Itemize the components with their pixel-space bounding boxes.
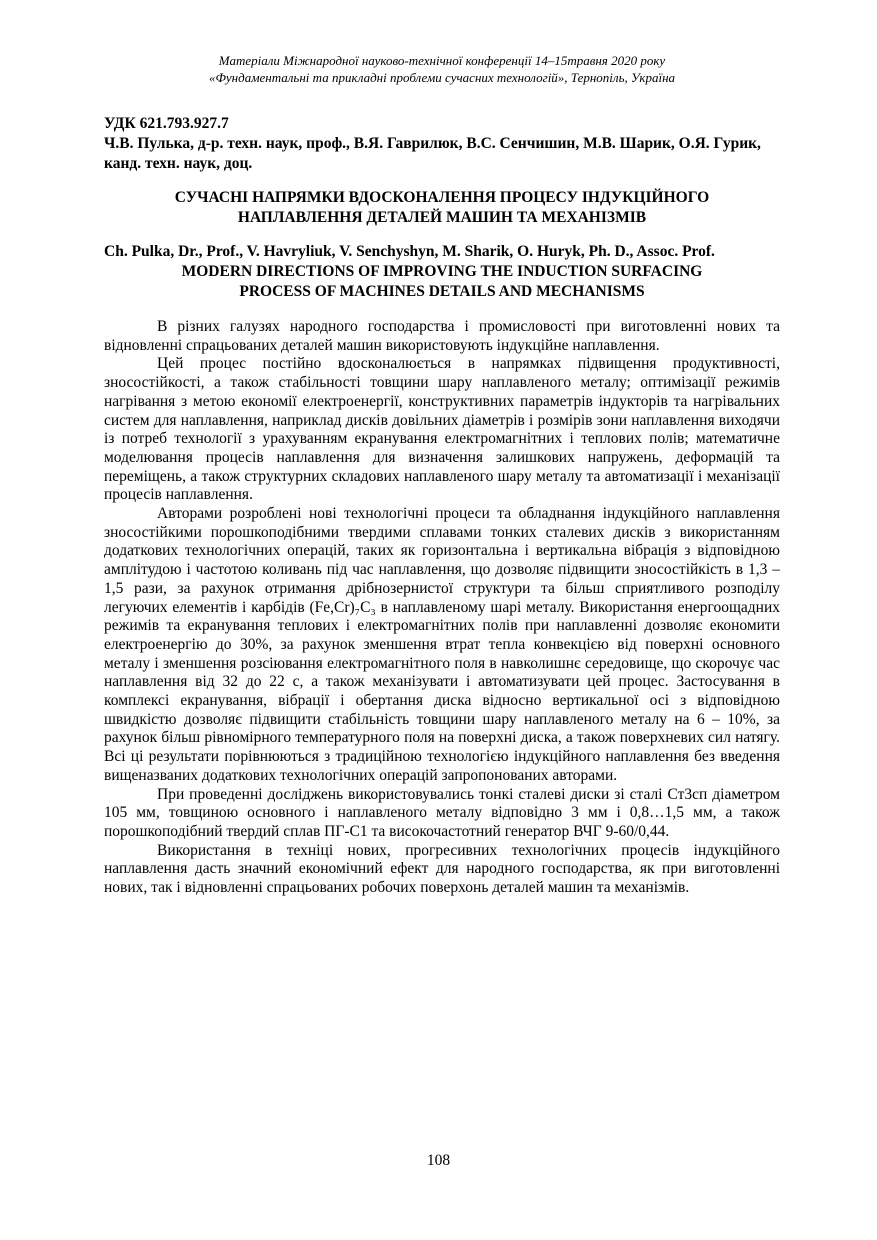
title-ua (104, 188, 780, 228)
authors-en: Ch. Pulka, Dr., Prof., V. Havryliuk, V. Senchyshyn, M. Sharik, O. Huryk, Ph. D., Assoc. Prof. (104, 243, 715, 260)
conference-header-line2: «Фундаментальні та прикладні проблеми сучасних технологій», Тернопіль, Україна (208, 70, 676, 85)
paper-page (104, 52, 780, 898)
udc-code: УДК 621.793.927.7 (104, 115, 229, 132)
conference-header-line1: Матеріали Міжнародної науково-технічної конференції 14–15травня 2020 року (218, 53, 666, 68)
title-en-line2: PROCESS OF MACHINES DETAILS AND MECHANISMS (239, 283, 645, 300)
page-number: 108 (426, 1152, 451, 1169)
paragraph: Використання в техніці нових, прогресивних технологічних процесів індукційного наплавлення дасть значний економічний ефект для народного господарства, як при виготовленні нових, так і відновленні спрацьованих робочих поверхонь деталей машин та механізмів. (104, 841, 780, 897)
title-en-line1: MODERN DIRECTIONS OF IMPROVING THE INDUCTION SURFACING (181, 263, 703, 280)
conference-header (104, 52, 780, 86)
paragraph: Цей процес постійно вдосконалюється в напрямках підвищення продуктивності, зносостійкості, а також стабільності товщини шару наплавленого металу; оптимізації режимів нагрівання з метою економії електроенергії, конструктивних параметрів індукторів та нагрівальних систем для наплавлення, наприклад дисків довільних діаметрів і розмірів зони наплавлення виходячи із потреб технології з урахуванням екранування електромагнітних і теплових полів; математичне моделювання процесів наплавлення для визначення залишкових напружень, деформацій та переміщень, а також структурних складових наплавленого шару металу та автоматизації і механізації процесів наплавлення. (104, 355, 780, 504)
article-body (104, 318, 780, 898)
paragraph: В різних галузях народного господарства і промисловості при виготовленні нових та відновленні спрацьованих деталей машин використовують індукційне наплавлення. (104, 318, 780, 354)
authors-ua: Ч.В. Пулька, д-р. техн. наук, проф., В.Я. Гаврилюк, В.С. Сенчишин, М.В. Шарик, О.Я. Гурик, канд. техн. наук, доц. (104, 135, 761, 172)
paragraph: Авторами розроблені нові технологічні процеси та обладнання індукційного наплавлення зносостійкими порошкоподібними твердими сплавами тонких сталевих дисків з використанням додаткових технологічних операцій, таких як горизонтальна і вертикальна вібрація з відповідною амплітудою і частотою коливань під час наплавлення, що дозволяє підвищити зносостійкість в 1,3 – 1,5 рази, за рахунок отримання дрібнозернистої структури та більш сприятливого розподілу легуючих елементів і карбідів (Fe,Cr)₇C₃ в наплавленому шарі металу. Використання енергоощадних режимів та екранування теплових і електромагнітних полів при наплавленні дозволяє економити електроенергію до 30%, за рахунок зменшення втрат тепла конвекцією від поверхні основного металу і зменшення розсіювання електромагнітного поля в навколишнє середовище, що скорочує час наплавлення від 32 до 22 с, а також механізувати і автоматизувати цей процес. Застосування в комплексі екранування, вібрації і обертання диска відносно вертикальної осі з відповідною швидкістю дозволяє підвищити стабільність товщини шару наплавленого металу на 6 – 10%, за рахунок більш рівномірного температурного поля на поверхні диска, а також поверхневих сил натягу. Всі ці результати порівнюються з традиційною технологією індукційного наплавлення без введення вищеназваних додаткових технологічних операцій запропонованих авторами. (104, 505, 780, 784)
title-en (104, 262, 780, 302)
title-ua-line1: СУЧАСНІ НАПРЯМКИ ВДОСКОНАЛЕННЯ ПРОЦЕСУ ІНДУКЦІЙНОГО (174, 189, 710, 206)
paragraph: При проведенні досліджень використовувались тонкі сталеві диски зі сталі Ст3сп діаметром 105 мм, товщиною основного і наплавленого металу відповідно 3 мм і 0,8…1,5 мм, а також порошкоподібний твердий сплав ПГ-С1 та високочастотний генератор ВЧГ 9-60/0,44. (104, 785, 780, 840)
title-ua-line2: НАПЛАВЛЕННЯ ДЕТАЛЕЙ МАШИН ТА МЕХАНІЗМІВ (237, 209, 647, 226)
